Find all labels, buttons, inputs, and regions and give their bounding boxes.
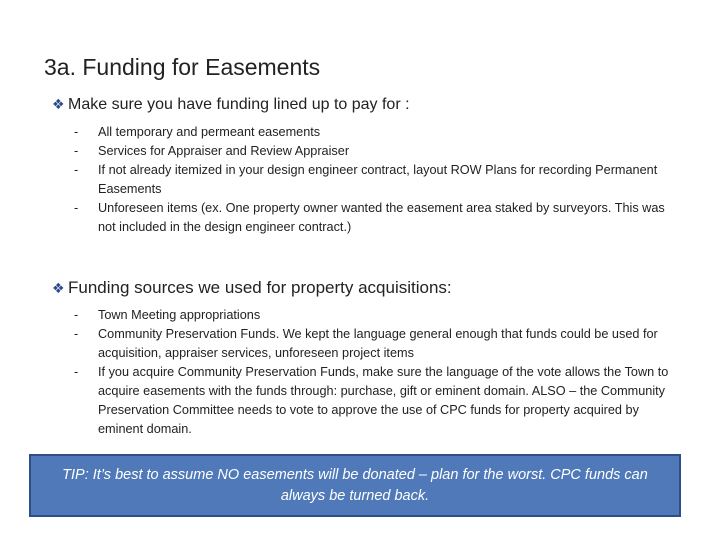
section-heading-sources — [52, 278, 452, 298]
list-item — [74, 306, 684, 325]
list-item — [74, 161, 684, 199]
section-heading-text: Make sure you have funding lined up to pay for : — [68, 96, 410, 113]
funding-sources-list — [74, 306, 684, 439]
list-item — [74, 142, 684, 161]
dash-marker: - — [74, 125, 79, 139]
dash-marker: - — [74, 201, 79, 215]
funding-items-list — [74, 123, 684, 237]
section-heading-funding — [52, 96, 410, 114]
dash-marker: - — [74, 365, 79, 379]
dash-marker: - — [74, 308, 79, 322]
tip-text: TIP: It’s best to assume NO easements will be donated – plan for the worst. CPC funds can always be turned back. — [62, 466, 648, 504]
list-item-text: Town Meeting appropriations — [98, 308, 261, 322]
list-item-text: Unforeseen items (ex. One property owner wanted the easement area staked by surveyors. This was not included in the design engineer contract.) — [98, 201, 665, 234]
slide-title: 3a. Funding for Easements — [44, 54, 321, 80]
diamond-bullet-icon: ❖ — [52, 281, 65, 297]
list-item-text: If you acquire Community Preservation Funds, make sure the language of the vote allows the Town to acquire easements with the funds through: purchase, gift or eminent domain. ALSO – the Community Preservation Committee needs to vote to approve the use of CPC funds for property acquired by eminent domain. — [98, 365, 669, 436]
tip-callout — [29, 454, 681, 517]
list-item — [74, 325, 684, 363]
list-item-text: All temporary and permeant easements — [98, 125, 321, 139]
dash-marker: - — [74, 163, 79, 177]
diamond-bullet-icon: ❖ — [52, 97, 65, 113]
dash-marker: - — [74, 327, 79, 341]
list-item — [74, 123, 684, 142]
list-item — [74, 363, 684, 439]
list-item-text: Community Preservation Funds. We kept the language general enough that funds could be used for acquisition, appraiser services, unforeseen project items — [98, 327, 658, 360]
list-item — [74, 199, 684, 237]
list-item-text: If not already itemized in your design engineer contract, layout ROW Plans for recording Permanent Easements — [98, 163, 658, 196]
section-heading-text: Funding sources we used for property acquisitions: — [68, 278, 452, 297]
dash-marker: - — [74, 144, 79, 158]
list-item-text: Services for Appraiser and Review Appraiser — [98, 144, 350, 158]
